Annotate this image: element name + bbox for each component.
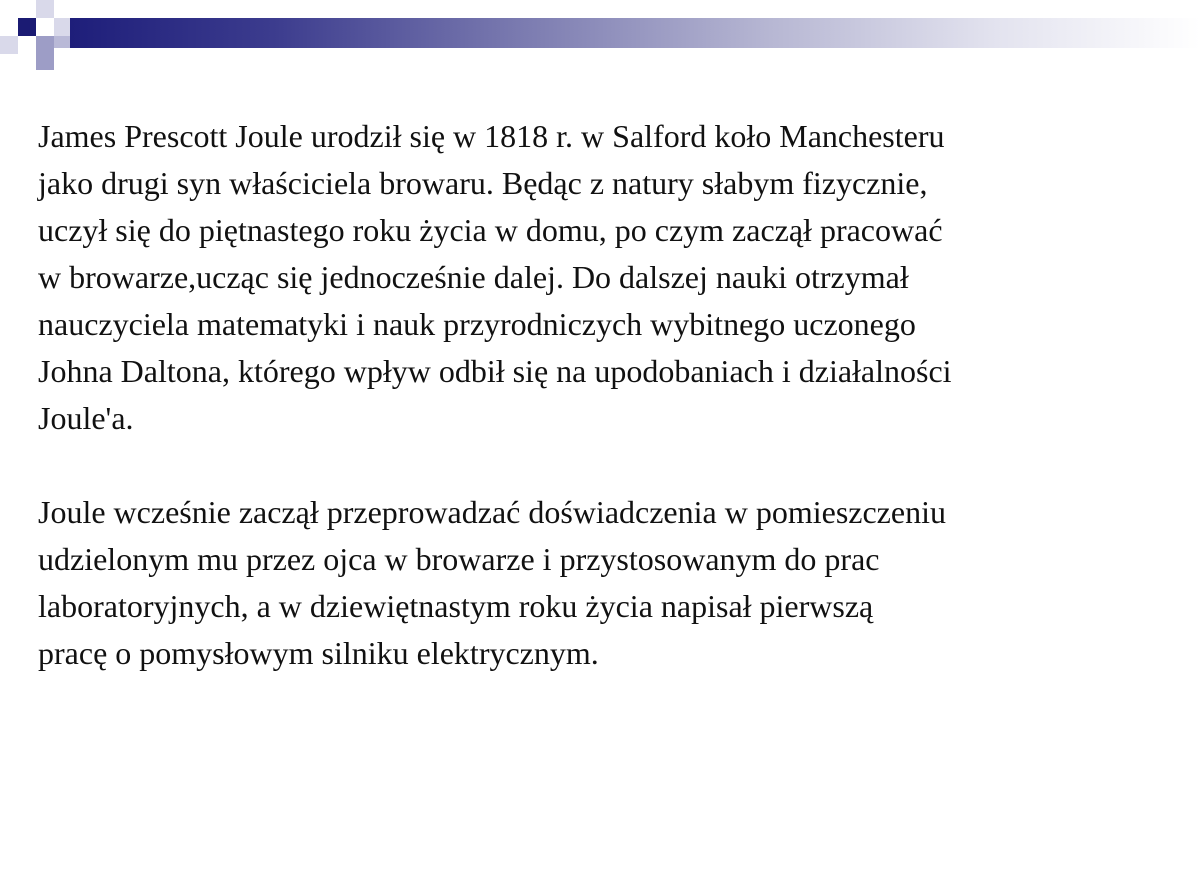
decorative-square: [36, 0, 54, 18]
header-gradient-bar: [70, 18, 1200, 48]
paragraph-biography: James Prescott Joule urodził się w 1818 r. w Salford koło Manchesteru jako drugi syn właściciela browaru. Będąc z natury słabym fizycznie, uczył się do piętnastego roku życia w domu, po czym zaczął pracować w browarze,ucząc się jednocześnie dalej. Do dalszej nauki otrzymał nauczyciela matematyki i nauk przyrodniczych wybitnego uczonego Johna Daltona, którego wpływ odbił się na upodobaniach i działalności Joule'a.: [38, 118, 952, 436]
decorative-square: [36, 36, 54, 54]
decorative-square: [0, 36, 18, 54]
decorative-square: [18, 18, 36, 36]
decorative-square: [36, 54, 54, 70]
paragraph-experiments: Joule wcześnie zaczął przeprowadzać doświadczenia w pomieszczeniu udzielonym mu przez ojca w browarze i przystosowanym do prac laboratoryjnych, a w dziewiętnastym roku życia napisał pierwszą pracę o pomysłowym silniku elektrycznym.: [38, 494, 946, 671]
slide-body: [38, 113, 1178, 677]
